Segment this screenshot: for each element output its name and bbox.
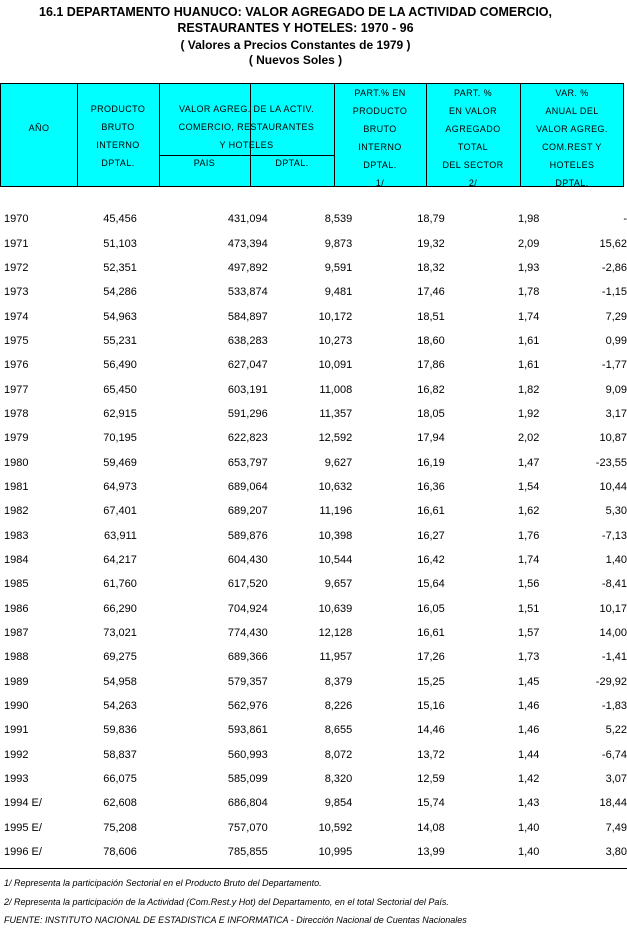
table-cell: 1,51 xyxy=(517,602,540,615)
table-row xyxy=(0,256,627,280)
table-row xyxy=(0,450,627,474)
table-cell: 11,196 xyxy=(319,505,353,518)
table-cell: 51,103 xyxy=(103,237,137,250)
table-cell: 59,469 xyxy=(103,456,137,469)
table-cell: 1981 xyxy=(4,480,29,493)
table-cell: 10,639 xyxy=(318,602,353,615)
table-row xyxy=(0,231,627,255)
table-cell: 1,78 xyxy=(517,286,540,299)
table-cell: 1991 xyxy=(4,724,29,737)
footnote-2: 2/ Representa la participación de la Actividad (Com.Rest.y Hot) del Departamento, en el total Sectorial del País. xyxy=(4,897,449,907)
table-cell: 579,357 xyxy=(227,675,268,688)
table-cell: 1,82 xyxy=(517,383,540,396)
table-cell: 1,74 xyxy=(517,553,540,566)
footer-divider xyxy=(0,868,627,869)
table-cell: 17,46 xyxy=(417,286,445,299)
table-cell: 62,915 xyxy=(103,407,137,420)
table-cell: 1,44 xyxy=(517,748,540,761)
header-var: VAR. % ANUAL DEL VALOR AGREG. COM.REST Y HOTELES DPTAL. xyxy=(536,88,608,188)
table-row xyxy=(0,402,627,426)
table-cell: 45,456 xyxy=(103,213,137,226)
table-cell: 1972 xyxy=(4,261,29,274)
table-cell: -29,92 xyxy=(595,675,627,688)
table-cell: 59,836 xyxy=(103,724,137,737)
table-cell: 1996 E/ xyxy=(4,846,42,859)
table-cell: 13,72 xyxy=(417,748,445,761)
table-cell: 1992 xyxy=(4,748,29,761)
table-row xyxy=(0,475,627,499)
table-cell: 54,963 xyxy=(103,310,137,323)
table-subtitle-prices: ( Valores a Precios Constantes de 1979 ) xyxy=(180,38,411,52)
table-cell: 70,195 xyxy=(103,432,137,445)
table-cell: -23,55 xyxy=(595,456,627,469)
table-cell: 64,973 xyxy=(103,480,137,493)
table-cell: 1987 xyxy=(4,627,29,640)
table-cell: 64,217 xyxy=(103,553,137,566)
table-row xyxy=(0,548,627,572)
table-cell: 1994 E/ xyxy=(4,797,42,810)
header-anio: AÑO xyxy=(28,123,50,133)
table-row xyxy=(0,280,627,304)
table-row xyxy=(0,329,627,353)
table-cell: 1,92 xyxy=(517,407,540,420)
table-cell: 1,46 xyxy=(517,724,540,737)
table-cell: 9,481 xyxy=(324,286,353,299)
table-cell: 7,49 xyxy=(605,821,627,834)
data-table xyxy=(0,207,627,864)
table-cell: 17,26 xyxy=(417,651,445,664)
table-cell: 9,591 xyxy=(324,261,353,274)
table-cell: 62,608 xyxy=(103,797,137,810)
table-cell: 12,128 xyxy=(318,627,353,640)
table-cell: 14,00 xyxy=(599,627,627,640)
table-row xyxy=(0,791,627,815)
table-cell: 69,275 xyxy=(103,651,137,664)
table-cell: 8,655 xyxy=(324,724,353,737)
table-cell: 10,544 xyxy=(318,553,353,566)
table-cell: 10,17 xyxy=(599,602,627,615)
table-cell: 8,379 xyxy=(324,675,353,688)
table-cell: 1,76 xyxy=(517,529,540,542)
table-cell: 9,627 xyxy=(324,456,353,469)
footnote-1: 1/ Representa la participación Sectorial en el Producto Bruto del Departamento. xyxy=(4,878,322,888)
table-cell: 653,797 xyxy=(227,456,268,469)
table-cell: 54,286 xyxy=(103,286,137,299)
table-cell: 1977 xyxy=(4,383,29,396)
header-pais: PAIS xyxy=(193,158,216,168)
table-cell: -7,13 xyxy=(601,529,627,542)
table-cell: 10,44 xyxy=(599,480,627,493)
table-cell: 56,490 xyxy=(103,359,137,372)
table-cell: 1,43 xyxy=(517,797,540,810)
table-cell: 1976 xyxy=(4,359,29,372)
table-row xyxy=(0,572,627,596)
table-cell: 2,09 xyxy=(517,237,540,250)
table-cell: -8,41 xyxy=(601,578,627,591)
table-row xyxy=(0,816,627,840)
table-cell: -1,41 xyxy=(601,651,627,664)
table-cell: 52,351 xyxy=(103,261,137,274)
table-cell: 1,56 xyxy=(517,578,540,591)
table-cell: 7,29 xyxy=(605,310,627,323)
table-cell: 1973 xyxy=(4,286,29,299)
table-cell: 18,05 xyxy=(417,407,445,420)
table-cell: 785,855 xyxy=(227,846,268,859)
table-cell: 1970 xyxy=(4,213,29,226)
table-cell: 16,36 xyxy=(417,480,445,493)
table-cell: 1,40 xyxy=(605,553,627,566)
table-cell: -6,74 xyxy=(601,748,627,761)
table-cell: 627,047 xyxy=(227,359,268,372)
header-valor-agregado: VALOR AGREG. DE LA ACTIV. COMERCIO, RESTAURANTES Y HOTELES xyxy=(178,104,315,150)
table-cell: 12,59 xyxy=(417,773,445,786)
table-cell: 1,46 xyxy=(517,700,540,713)
table-cell: 584,897 xyxy=(227,310,268,323)
table-cell: 3,07 xyxy=(605,773,627,786)
table-cell: 774,430 xyxy=(227,627,268,640)
table-cell: 1971 xyxy=(4,237,29,250)
table-title-line2: RESTAURANTES Y HOTELES: 1970 - 96 xyxy=(177,21,414,35)
table-cell: 61,760 xyxy=(103,578,137,591)
table-cell: 1,57 xyxy=(517,627,540,640)
table-row xyxy=(0,304,627,328)
table-cell: 65,450 xyxy=(103,383,137,396)
table-cell: 75,208 xyxy=(103,821,137,834)
table-cell: 704,924 xyxy=(227,602,268,615)
table-cell: - xyxy=(623,213,627,226)
table-row xyxy=(0,523,627,547)
table-cell: 473,394 xyxy=(227,237,268,250)
table-cell: 1,93 xyxy=(517,261,540,274)
table-row xyxy=(0,353,627,377)
table-cell: 18,79 xyxy=(417,213,445,226)
table-row xyxy=(0,645,627,669)
table-cell: 54,263 xyxy=(103,700,137,713)
table-cell: 16,19 xyxy=(417,456,445,469)
table-cell: 589,876 xyxy=(227,529,268,542)
table-cell: 1989 xyxy=(4,675,29,688)
table-cell: 1,73 xyxy=(517,651,540,664)
table-row xyxy=(0,377,627,401)
table-cell: 15,16 xyxy=(417,700,445,713)
table-cell: 10,398 xyxy=(318,529,353,542)
table-cell: 67,401 xyxy=(103,505,137,518)
table-cell: 78,606 xyxy=(103,846,137,859)
table-cell: -1,83 xyxy=(601,700,627,713)
table-cell: 2,02 xyxy=(517,432,540,445)
table-cell: 15,25 xyxy=(417,675,445,688)
table-cell: 63,911 xyxy=(104,529,137,542)
table-cell: 591,296 xyxy=(227,407,268,420)
table-cell: 19,32 xyxy=(417,237,445,250)
table-cell: 3,17 xyxy=(605,407,627,420)
table-cell: 1988 xyxy=(4,651,29,664)
table-row xyxy=(0,499,627,523)
table-header xyxy=(0,83,624,187)
table-cell: 9,657 xyxy=(324,578,353,591)
table-cell: 16,42 xyxy=(417,553,445,566)
table-cell: 16,61 xyxy=(417,627,445,640)
table-cell: 18,44 xyxy=(599,797,627,810)
table-cell: 10,592 xyxy=(318,821,353,834)
table-cell: 18,60 xyxy=(417,334,445,347)
table-cell: 55,231 xyxy=(103,334,137,347)
table-cell: 1,54 xyxy=(517,480,540,493)
table-cell: 431,094 xyxy=(227,213,268,226)
table-cell: 1985 xyxy=(4,578,29,591)
table-cell: 1974 xyxy=(4,310,29,323)
table-cell: 9,854 xyxy=(324,797,353,810)
table-cell: 1,47 xyxy=(517,456,540,469)
table-cell: 66,290 xyxy=(103,602,137,615)
table-cell: 9,09 xyxy=(605,383,627,396)
table-cell: 1990 xyxy=(4,700,29,713)
table-cell: 11,957 xyxy=(319,651,353,664)
table-cell: 14,46 xyxy=(417,724,445,737)
table-cell: 17,86 xyxy=(417,359,445,372)
header-dptal: DPTAL. xyxy=(275,158,309,168)
table-row xyxy=(0,426,627,450)
table-cell: 1,42 xyxy=(517,773,540,786)
table-cell: 11,357 xyxy=(319,407,353,420)
table-cell: 638,283 xyxy=(227,334,268,347)
table-cell: 562,976 xyxy=(227,700,268,713)
header-part-pbi: PART.% EN PRODUCTO BRUTO INTERNO DPTAL. 1/ xyxy=(352,88,408,188)
table-cell: 18,32 xyxy=(417,261,445,274)
table-cell: 603,191 xyxy=(227,383,268,396)
table-cell: 8,320 xyxy=(324,773,353,786)
table-cell: 604,430 xyxy=(227,553,268,566)
table-cell: -1,77 xyxy=(601,359,627,372)
header-part-va: PART. % EN VALOR AGREGADO TOTAL DEL SECTOR 2/ xyxy=(442,88,504,188)
table-row xyxy=(0,621,627,645)
table-title-line1: 16.1 DEPARTAMENTO HUANUCO: VALOR AGREGADO DE LA ACTIVIDAD COMERCIO, xyxy=(39,5,552,19)
table-row xyxy=(0,207,627,231)
table-cell: 9,873 xyxy=(324,237,353,250)
table-cell: 533,874 xyxy=(227,286,268,299)
table-cell: 622,823 xyxy=(227,432,268,445)
table-cell: 617,520 xyxy=(227,578,268,591)
table-row xyxy=(0,718,627,742)
table-cell: 73,021 xyxy=(103,627,137,640)
table-cell: 16,05 xyxy=(417,602,445,615)
table-cell: 593,861 xyxy=(227,724,268,737)
table-cell: 66,075 xyxy=(103,773,137,786)
table-cell: 1,74 xyxy=(517,310,540,323)
table-cell: 1,61 xyxy=(517,334,540,347)
table-cell: 17,94 xyxy=(417,432,445,445)
table-cell: 8,072 xyxy=(324,748,353,761)
table-cell: 689,064 xyxy=(227,480,268,493)
table-cell: 15,74 xyxy=(417,797,445,810)
table-cell: 1978 xyxy=(4,407,29,420)
table-cell: 54,958 xyxy=(103,675,137,688)
table-cell: 1995 E/ xyxy=(4,821,42,834)
table-cell: 1,98 xyxy=(517,213,540,226)
table-cell: 1,40 xyxy=(517,846,540,859)
table-row xyxy=(0,597,627,621)
table-cell: 689,207 xyxy=(227,505,268,518)
table-cell: -2,86 xyxy=(601,261,627,274)
table-cell: 16,61 xyxy=(417,505,445,518)
table-cell: 1,45 xyxy=(517,675,540,688)
table-cell: 10,091 xyxy=(318,359,353,372)
table-cell: 8,226 xyxy=(324,700,353,713)
table-cell: 1,40 xyxy=(517,821,540,834)
table-cell: 497,892 xyxy=(227,261,268,274)
source-note: FUENTE: INSTITUTO NACIONAL DE ESTADISTICA E INFORMATICA - Dirección Nacional de Cuentas Nacionales xyxy=(4,915,467,925)
table-cell: 1982 xyxy=(4,505,29,518)
table-cell: 16,82 xyxy=(417,383,445,396)
table-cell: 757,070 xyxy=(227,821,268,834)
table-row xyxy=(0,670,627,694)
table-row xyxy=(0,694,627,718)
table-cell: 14,08 xyxy=(417,821,445,834)
table-cell: 585,099 xyxy=(227,773,268,786)
table-cell: 10,172 xyxy=(318,310,353,323)
table-cell: 10,995 xyxy=(318,846,353,859)
table-cell: 13,99 xyxy=(417,846,445,859)
table-cell: 8,539 xyxy=(324,213,353,226)
table-cell: 686,804 xyxy=(227,797,268,810)
table-cell: 1979 xyxy=(4,432,29,445)
table-row xyxy=(0,743,627,767)
table-cell: 11,008 xyxy=(319,383,353,396)
table-cell: 1980 xyxy=(4,456,29,469)
table-subtitle-units: ( Nuevos Soles ) xyxy=(248,53,343,67)
table-row xyxy=(0,767,627,791)
header-pbi: PRODUCTO BRUTO INTERNO DPTAL. xyxy=(90,104,146,168)
table-cell: -1,15 xyxy=(601,286,627,299)
table-cell: 5,30 xyxy=(605,505,627,518)
table-cell: 58,837 xyxy=(103,748,137,761)
table-cell: 1984 xyxy=(4,553,29,566)
table-cell: 1,61 xyxy=(517,359,540,372)
table-row xyxy=(0,840,627,864)
table-cell: 5,22 xyxy=(605,724,627,737)
table-cell: 1,62 xyxy=(517,505,540,518)
table-cell: 16,27 xyxy=(417,529,445,542)
table-cell: 18,51 xyxy=(417,310,445,323)
table-cell: 3,80 xyxy=(605,846,627,859)
table-cell: 1983 xyxy=(4,529,29,542)
table-cell: 15,64 xyxy=(417,578,445,591)
table-cell: 12,592 xyxy=(318,432,353,445)
table-cell: 15,62 xyxy=(599,237,627,250)
table-cell: 0,99 xyxy=(605,334,627,347)
table-cell: 560,993 xyxy=(227,748,268,761)
table-cell: 10,273 xyxy=(318,334,353,347)
table-cell: 10,87 xyxy=(599,432,627,445)
table-cell: 1986 xyxy=(4,602,29,615)
table-cell: 689,366 xyxy=(227,651,268,664)
table-cell: 1975 xyxy=(4,334,29,347)
table-cell: 10,632 xyxy=(318,480,353,493)
table-cell: 1993 xyxy=(4,773,29,786)
